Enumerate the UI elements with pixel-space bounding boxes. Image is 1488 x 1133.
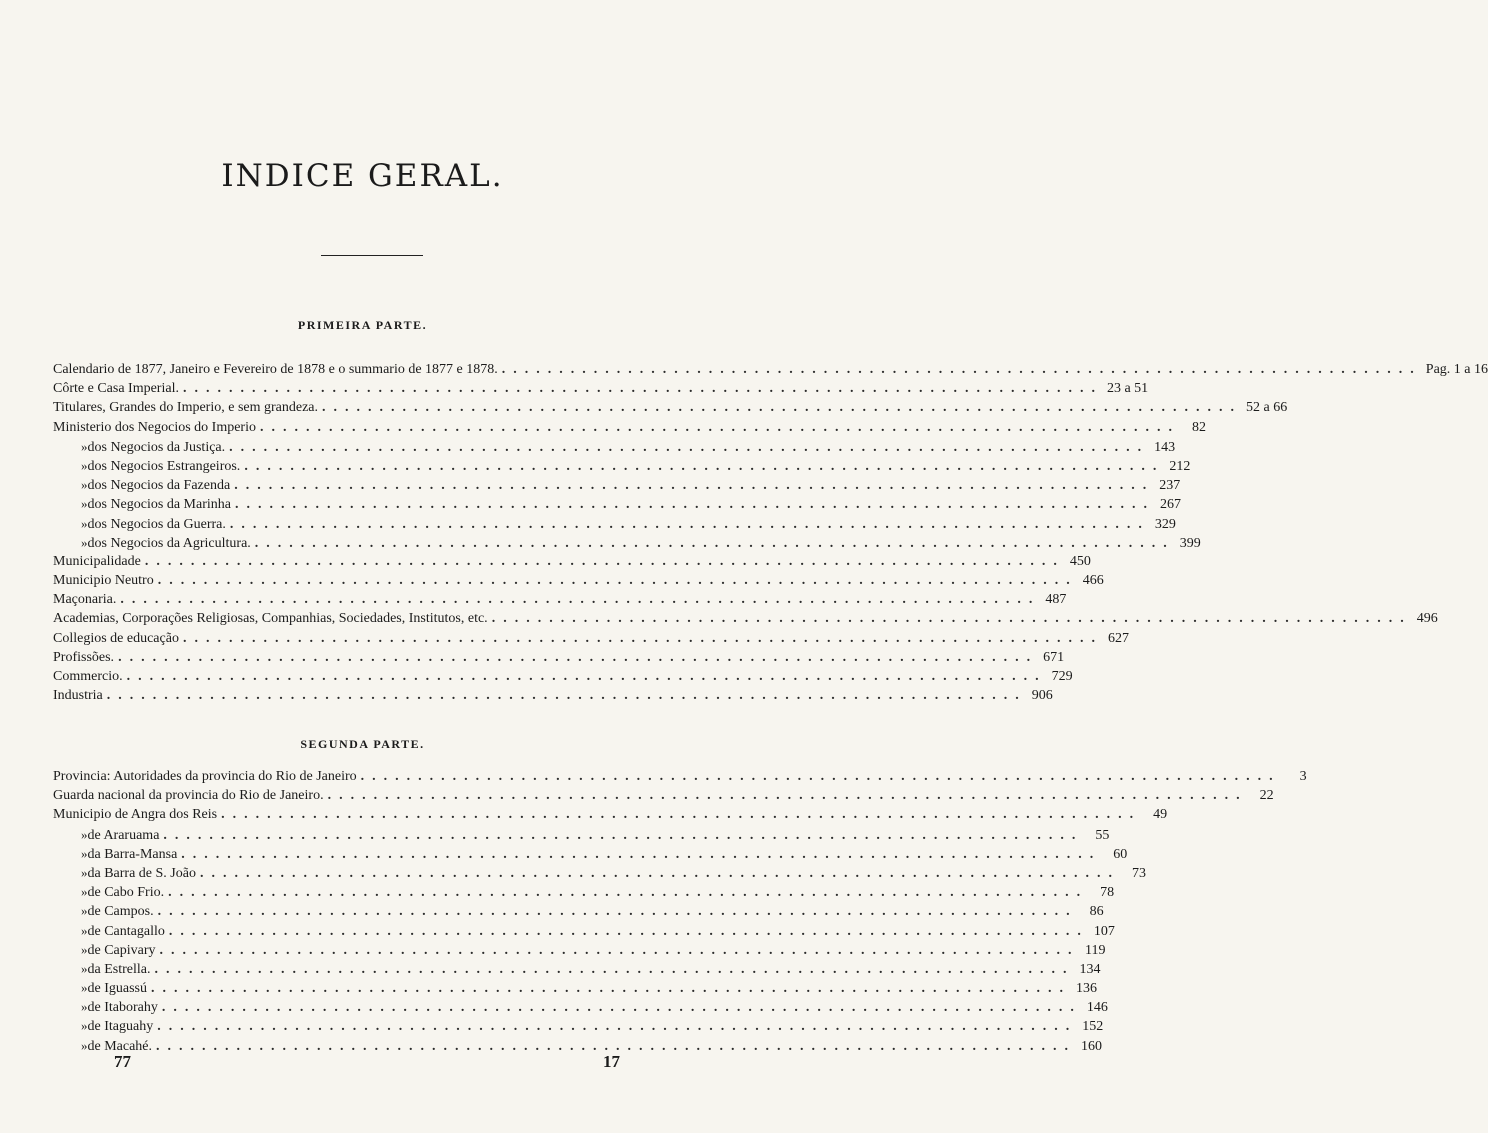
entry-label: Ministerio dos Negocios do Imperio xyxy=(53,419,256,435)
entry-label: Maçonaria. xyxy=(53,592,117,608)
dot-leader: ................................................................................ xyxy=(181,846,1102,862)
entry-label: de Campos. xyxy=(87,904,154,920)
index-entry xyxy=(53,1016,1104,1035)
entry-page-number: 73 xyxy=(1131,865,1146,881)
entry-page-number: 22 xyxy=(1259,788,1274,804)
entry-page-number: 82 xyxy=(1191,419,1206,435)
dot-leader: ................................................................................ xyxy=(254,535,1175,551)
dot-leader: ................................................................................ xyxy=(221,807,1142,823)
entry-page-number: 23 a 51 xyxy=(1106,381,1149,397)
index-entry xyxy=(53,686,1053,705)
part1-heading: PRIMEIRA PARTE. xyxy=(297,318,428,332)
dot-leader: ................................................................................ xyxy=(151,981,1071,997)
entry-page-number: 267 xyxy=(1159,497,1181,513)
entry-page-number: 52 a 66 xyxy=(1246,400,1288,416)
footer-signature-left: 77 xyxy=(114,1052,131,1071)
index-entry xyxy=(53,418,1206,437)
entry-label: Academias, Corporações Religiosas, Companhias, Sociedades, Institutos, etc. xyxy=(53,611,488,627)
part2-heading: SEGUNDA PARTE. xyxy=(300,737,425,751)
entry-label: Guarda nacional da provincia do Rio de Janeiro. xyxy=(53,788,324,804)
ditto-mark: » xyxy=(81,515,88,531)
index-entry xyxy=(53,1036,1103,1055)
entry-page-number: 496 xyxy=(1416,611,1438,627)
footer-signature-right: 17 xyxy=(603,1052,620,1071)
page-title: INDICE GERAL. xyxy=(221,158,504,194)
dot-leader: ................................................................................ xyxy=(234,478,1155,494)
dot-leader: ................................................................................ xyxy=(157,573,1078,589)
dot-leader: ................................................................................ xyxy=(182,630,1103,646)
entry-page-number: 143 xyxy=(1154,439,1176,455)
entry-page-number: 212 xyxy=(1169,458,1191,474)
ditto-mark: » xyxy=(81,903,88,919)
index-entry xyxy=(53,901,1104,920)
entry-label: da Barra-Mansa xyxy=(87,846,178,862)
dot-leader: ................................................................................ xyxy=(163,827,1084,843)
dot-leader: ................................................................................ xyxy=(120,592,1041,608)
entry-page-number: 487 xyxy=(1045,592,1067,608)
entry-page-number: 906 xyxy=(1031,688,1053,704)
entry-page-number: 119 xyxy=(1085,942,1106,958)
index-entry xyxy=(53,997,1108,1016)
entry-label: dos Negocios da Fazenda xyxy=(87,478,231,494)
ditto-mark: » xyxy=(81,477,88,493)
ditto-mark: » xyxy=(81,826,88,842)
index-entry xyxy=(53,882,1115,901)
index-entry xyxy=(53,379,1149,398)
index-entry xyxy=(53,825,1110,844)
index-entry xyxy=(53,959,1101,978)
ditto-mark: » xyxy=(81,496,88,512)
entry-page-number: 60 xyxy=(1113,846,1128,862)
entry-label: Provincia: Autoridades da provincia do Rio de Janeiro xyxy=(53,769,357,784)
dot-leader: ................................................................................ xyxy=(159,942,1080,958)
dot-leader: ................................................................................ xyxy=(157,904,1078,920)
entry-label: da Barra de S. João xyxy=(87,865,196,881)
entry-label: dos Negocios da Marinha xyxy=(87,497,231,513)
entry-page-number: 136 xyxy=(1076,981,1097,997)
entry-page-number: 152 xyxy=(1082,1019,1104,1035)
dot-leader: ................................................................................ xyxy=(154,961,1075,977)
dot-leader: ................................................................................ xyxy=(144,553,1065,569)
dot-leader: ................................................................................ xyxy=(327,788,1248,804)
index-entry xyxy=(53,805,1168,824)
ditto-mark: » xyxy=(81,884,88,900)
index-entry xyxy=(53,767,1307,786)
dot-leader: ................................................................................ xyxy=(161,1000,1082,1016)
ditto-mark: » xyxy=(81,922,88,938)
dot-leader: ................................................................................ xyxy=(126,669,1047,684)
entry-label: dos Negocios da Justiça. xyxy=(87,439,226,455)
part1-entry-list xyxy=(53,360,1488,705)
index-entry xyxy=(53,629,1129,648)
entry-label: de Cabo Frio. xyxy=(87,885,165,901)
entry-page-number: 86 xyxy=(1089,904,1104,920)
index-entry xyxy=(53,571,1104,590)
dot-leader: ................................................................................ xyxy=(199,865,1120,881)
entry-page-number: 160 xyxy=(1081,1038,1103,1054)
index-entry xyxy=(53,360,1488,379)
entry-page-number: 55 xyxy=(1095,827,1110,843)
entry-label: Côrte e Casa Imperial. xyxy=(53,381,179,397)
index-entry xyxy=(53,921,1115,940)
ditto-mark: » xyxy=(81,1037,88,1053)
entry-label: Commercio. xyxy=(53,669,123,684)
entry-page-number: 146 xyxy=(1086,1000,1108,1016)
index-entry xyxy=(53,667,1073,686)
entry-label: de Cantagallo xyxy=(87,923,165,939)
index-entry xyxy=(53,456,1191,475)
entry-label: de Itaborahy xyxy=(87,1000,158,1016)
dot-leader: ................................................................................ xyxy=(229,439,1150,455)
entry-page-number: 3 xyxy=(1299,769,1307,784)
ditto-mark: » xyxy=(81,999,88,1015)
ditto-mark: » xyxy=(81,457,88,473)
index-entry xyxy=(53,514,1176,533)
title-divider xyxy=(321,255,423,256)
ditto-mark: » xyxy=(81,941,88,957)
entry-page-number: 671 xyxy=(1043,649,1065,665)
ditto-mark: » xyxy=(81,438,88,454)
entry-label: Profissões. xyxy=(53,649,115,665)
dot-leader: ................................................................................ xyxy=(157,1019,1078,1035)
entry-page-number: 134 xyxy=(1079,961,1101,977)
entry-label: Municipalidade xyxy=(53,553,141,569)
entry-label: Collegios de educação xyxy=(53,630,179,646)
dot-leader: ................................................................................ xyxy=(168,885,1089,901)
entry-page-number: 450 xyxy=(1069,553,1091,569)
index-entry xyxy=(53,786,1274,805)
index-entry xyxy=(53,940,1106,959)
dot-leader: ................................................................................ xyxy=(229,516,1150,532)
ditto-mark: » xyxy=(81,534,88,550)
index-entry xyxy=(53,552,1091,571)
entry-label: de Capivary xyxy=(87,942,156,958)
entry-label: Industria xyxy=(53,688,103,704)
ditto-mark: » xyxy=(81,1018,88,1034)
index-entry xyxy=(53,494,1181,513)
dot-leader: ................................................................................ xyxy=(322,400,1243,416)
entry-page-number: Pag. 1 a 16 xyxy=(1425,362,1488,377)
entry-page-number: 107 xyxy=(1093,923,1115,939)
entry-page-number: 78 xyxy=(1100,885,1115,901)
dot-leader: ................................................................................ xyxy=(156,1038,1077,1054)
index-entry xyxy=(53,863,1146,882)
index-entry xyxy=(53,590,1067,609)
entry-page-number: 237 xyxy=(1159,478,1181,494)
entry-label: de Macahé. xyxy=(87,1038,153,1054)
entry-page-number: 399 xyxy=(1179,535,1201,551)
entry-label: da Estrella. xyxy=(87,961,151,977)
entry-label: Calendario de 1877, Janeiro e Fevereiro de 1878 e o summario de 1877 e 1878. xyxy=(53,362,498,377)
dot-leader: ................................................................................ xyxy=(491,611,1412,627)
entry-label: de Itaguahy xyxy=(87,1019,154,1035)
part2-entry-list xyxy=(53,767,1307,1055)
entry-label: de Araruama xyxy=(87,827,160,843)
entry-page-number: 729 xyxy=(1051,669,1073,684)
ditto-mark: » xyxy=(81,980,88,996)
entry-label: dos Negocios da Agricultura. xyxy=(87,535,251,551)
dot-leader: ................................................................................ xyxy=(234,497,1155,513)
dot-leader: ................................................................................ xyxy=(168,923,1089,939)
index-entry xyxy=(53,475,1181,494)
index-entry xyxy=(53,648,1065,667)
entry-label: dos Negocios da Guerra. xyxy=(87,516,226,532)
entry-label: Municipio de Angra dos Reis xyxy=(53,807,218,823)
ditto-mark: » xyxy=(81,845,88,861)
entry-page-number: 49 xyxy=(1153,807,1168,823)
index-entry xyxy=(53,844,1128,863)
entry-label: dos Negocios Estrangeiros. xyxy=(87,458,241,474)
entry-label: de Iguassú xyxy=(87,981,147,997)
entry-page-number: 466 xyxy=(1082,573,1104,589)
ditto-mark: » xyxy=(81,960,88,976)
entry-page-number: 329 xyxy=(1154,516,1176,532)
index-entry xyxy=(53,398,1288,417)
index-entry xyxy=(53,978,1097,997)
dot-leader: ................................................................................ xyxy=(182,381,1103,397)
dot-leader: ................................................................................ xyxy=(259,419,1180,435)
entry-label: Municipio Neutro xyxy=(53,573,154,589)
dot-leader: ................................................................................ xyxy=(106,688,1027,704)
entry-label: Titulares, Grandes do Imperio, e sem grandeza. xyxy=(53,400,319,416)
dot-leader: ................................................................................ xyxy=(501,362,1422,377)
entry-page-number: 627 xyxy=(1107,630,1129,646)
ditto-mark: » xyxy=(81,864,88,880)
dot-leader: ................................................................................ xyxy=(360,769,1281,784)
index-entry xyxy=(53,533,1201,552)
index-entry xyxy=(53,609,1438,628)
dot-leader: ................................................................................ xyxy=(118,649,1039,665)
index-entry xyxy=(53,437,1176,456)
dot-leader: ................................................................................ xyxy=(244,458,1165,474)
